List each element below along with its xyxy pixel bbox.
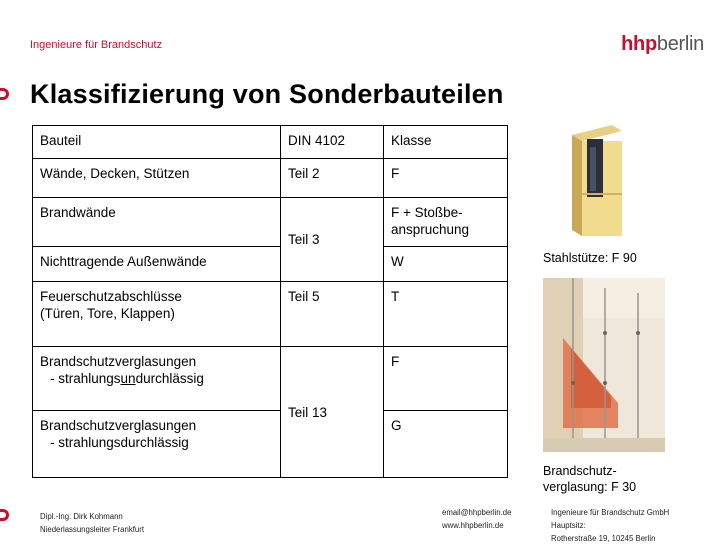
logo-berlin: berlin <box>656 33 704 55</box>
logo-hhp: hhp <box>621 33 657 55</box>
cell-bauteil-line: (Türen, Tore, Klappen) <box>40 306 175 321</box>
cell-din: Teil 13 <box>281 347 384 478</box>
header-bauteil: Bauteil <box>33 126 281 159</box>
footer-company-name: Ingenieure für Brandschutz GmbH <box>551 508 670 517</box>
table-row <box>33 411 508 478</box>
cell-bauteil: Wände, Decken, Stützen <box>33 159 281 198</box>
table-row <box>33 198 508 247</box>
table-header-row <box>33 126 508 159</box>
edge-mark-icon <box>0 509 9 521</box>
cell-bauteil-line: Brandschutzverglasungen <box>40 354 197 369</box>
cell-din: Teil 5 <box>281 282 384 347</box>
cell-bauteil: Nichttragende Außenwände <box>33 247 281 282</box>
table-row <box>33 282 508 347</box>
glazing-caption-line: Brandschutz- <box>543 464 617 478</box>
cell-bauteil <box>33 411 281 478</box>
footer-address: Rotherstraße 19, 10245 Berlin <box>551 534 656 543</box>
cell-bauteil <box>33 347 281 411</box>
table-row <box>33 159 508 198</box>
table-row <box>33 347 508 411</box>
sub-part: durchlässig <box>135 371 204 386</box>
cell-din: Teil 3 <box>281 198 384 282</box>
footer-contact <box>442 506 511 532</box>
glazing-caption <box>543 463 636 495</box>
cell-klasse <box>384 198 508 247</box>
header-klasse: Klasse <box>384 126 508 159</box>
cell-bauteil-sub: - strahlungsdurchlässig <box>50 435 189 450</box>
sub-underlined: un <box>120 371 136 386</box>
cell-klasse: W <box>384 247 508 282</box>
footer-author <box>40 510 144 536</box>
tagline: Ingenieure für Brandschutz <box>30 39 163 51</box>
footer-web-link[interactable]: www.hhpberlin.de <box>442 521 504 530</box>
cell-klasse-line: anspruchung <box>391 222 470 237</box>
table-row <box>33 247 508 282</box>
cell-klasse: T <box>384 282 508 347</box>
cell-bauteil-sub <box>40 370 273 387</box>
hhpberlin-logo <box>621 33 704 56</box>
cell-klasse-line: F + Stoßbe- <box>391 205 463 220</box>
footer-author-role: Niederlassungsleiter Frankfurt <box>40 525 145 534</box>
cell-bauteil-line: Feuerschutzabschlüsse <box>40 289 182 304</box>
cell-bauteil: Brandwände <box>33 198 281 247</box>
cell-klasse: F <box>384 159 508 198</box>
footer-email-link[interactable]: email@hhpberlin.de <box>442 508 512 517</box>
edge-mark-icon <box>0 88 9 100</box>
steel-column-caption: Stahlstütze: F 90 <box>543 251 637 265</box>
header-din: DIN 4102 <box>281 126 384 159</box>
cell-din: Teil 2 <box>281 159 384 198</box>
glazing-caption-line: verglasung: F 30 <box>543 480 637 494</box>
footer-hq-label: Hauptsitz: <box>551 521 586 530</box>
fire-glazing-image <box>543 278 665 452</box>
steel-column-image <box>562 123 632 238</box>
footer-company <box>551 506 669 545</box>
cell-klasse: G <box>384 411 508 478</box>
sub-part: - strahlungs <box>50 371 121 386</box>
cell-bauteil-line: Brandschutzverglasungen <box>40 418 197 433</box>
cell-klasse: F <box>384 347 508 411</box>
classification-table <box>32 125 508 478</box>
page-title: Klassifizierung von Sonderbauteilen <box>30 79 504 109</box>
footer-author-name: Dipl.-Ing. Dirk Kohmann <box>40 512 123 521</box>
cell-bauteil <box>33 282 281 347</box>
